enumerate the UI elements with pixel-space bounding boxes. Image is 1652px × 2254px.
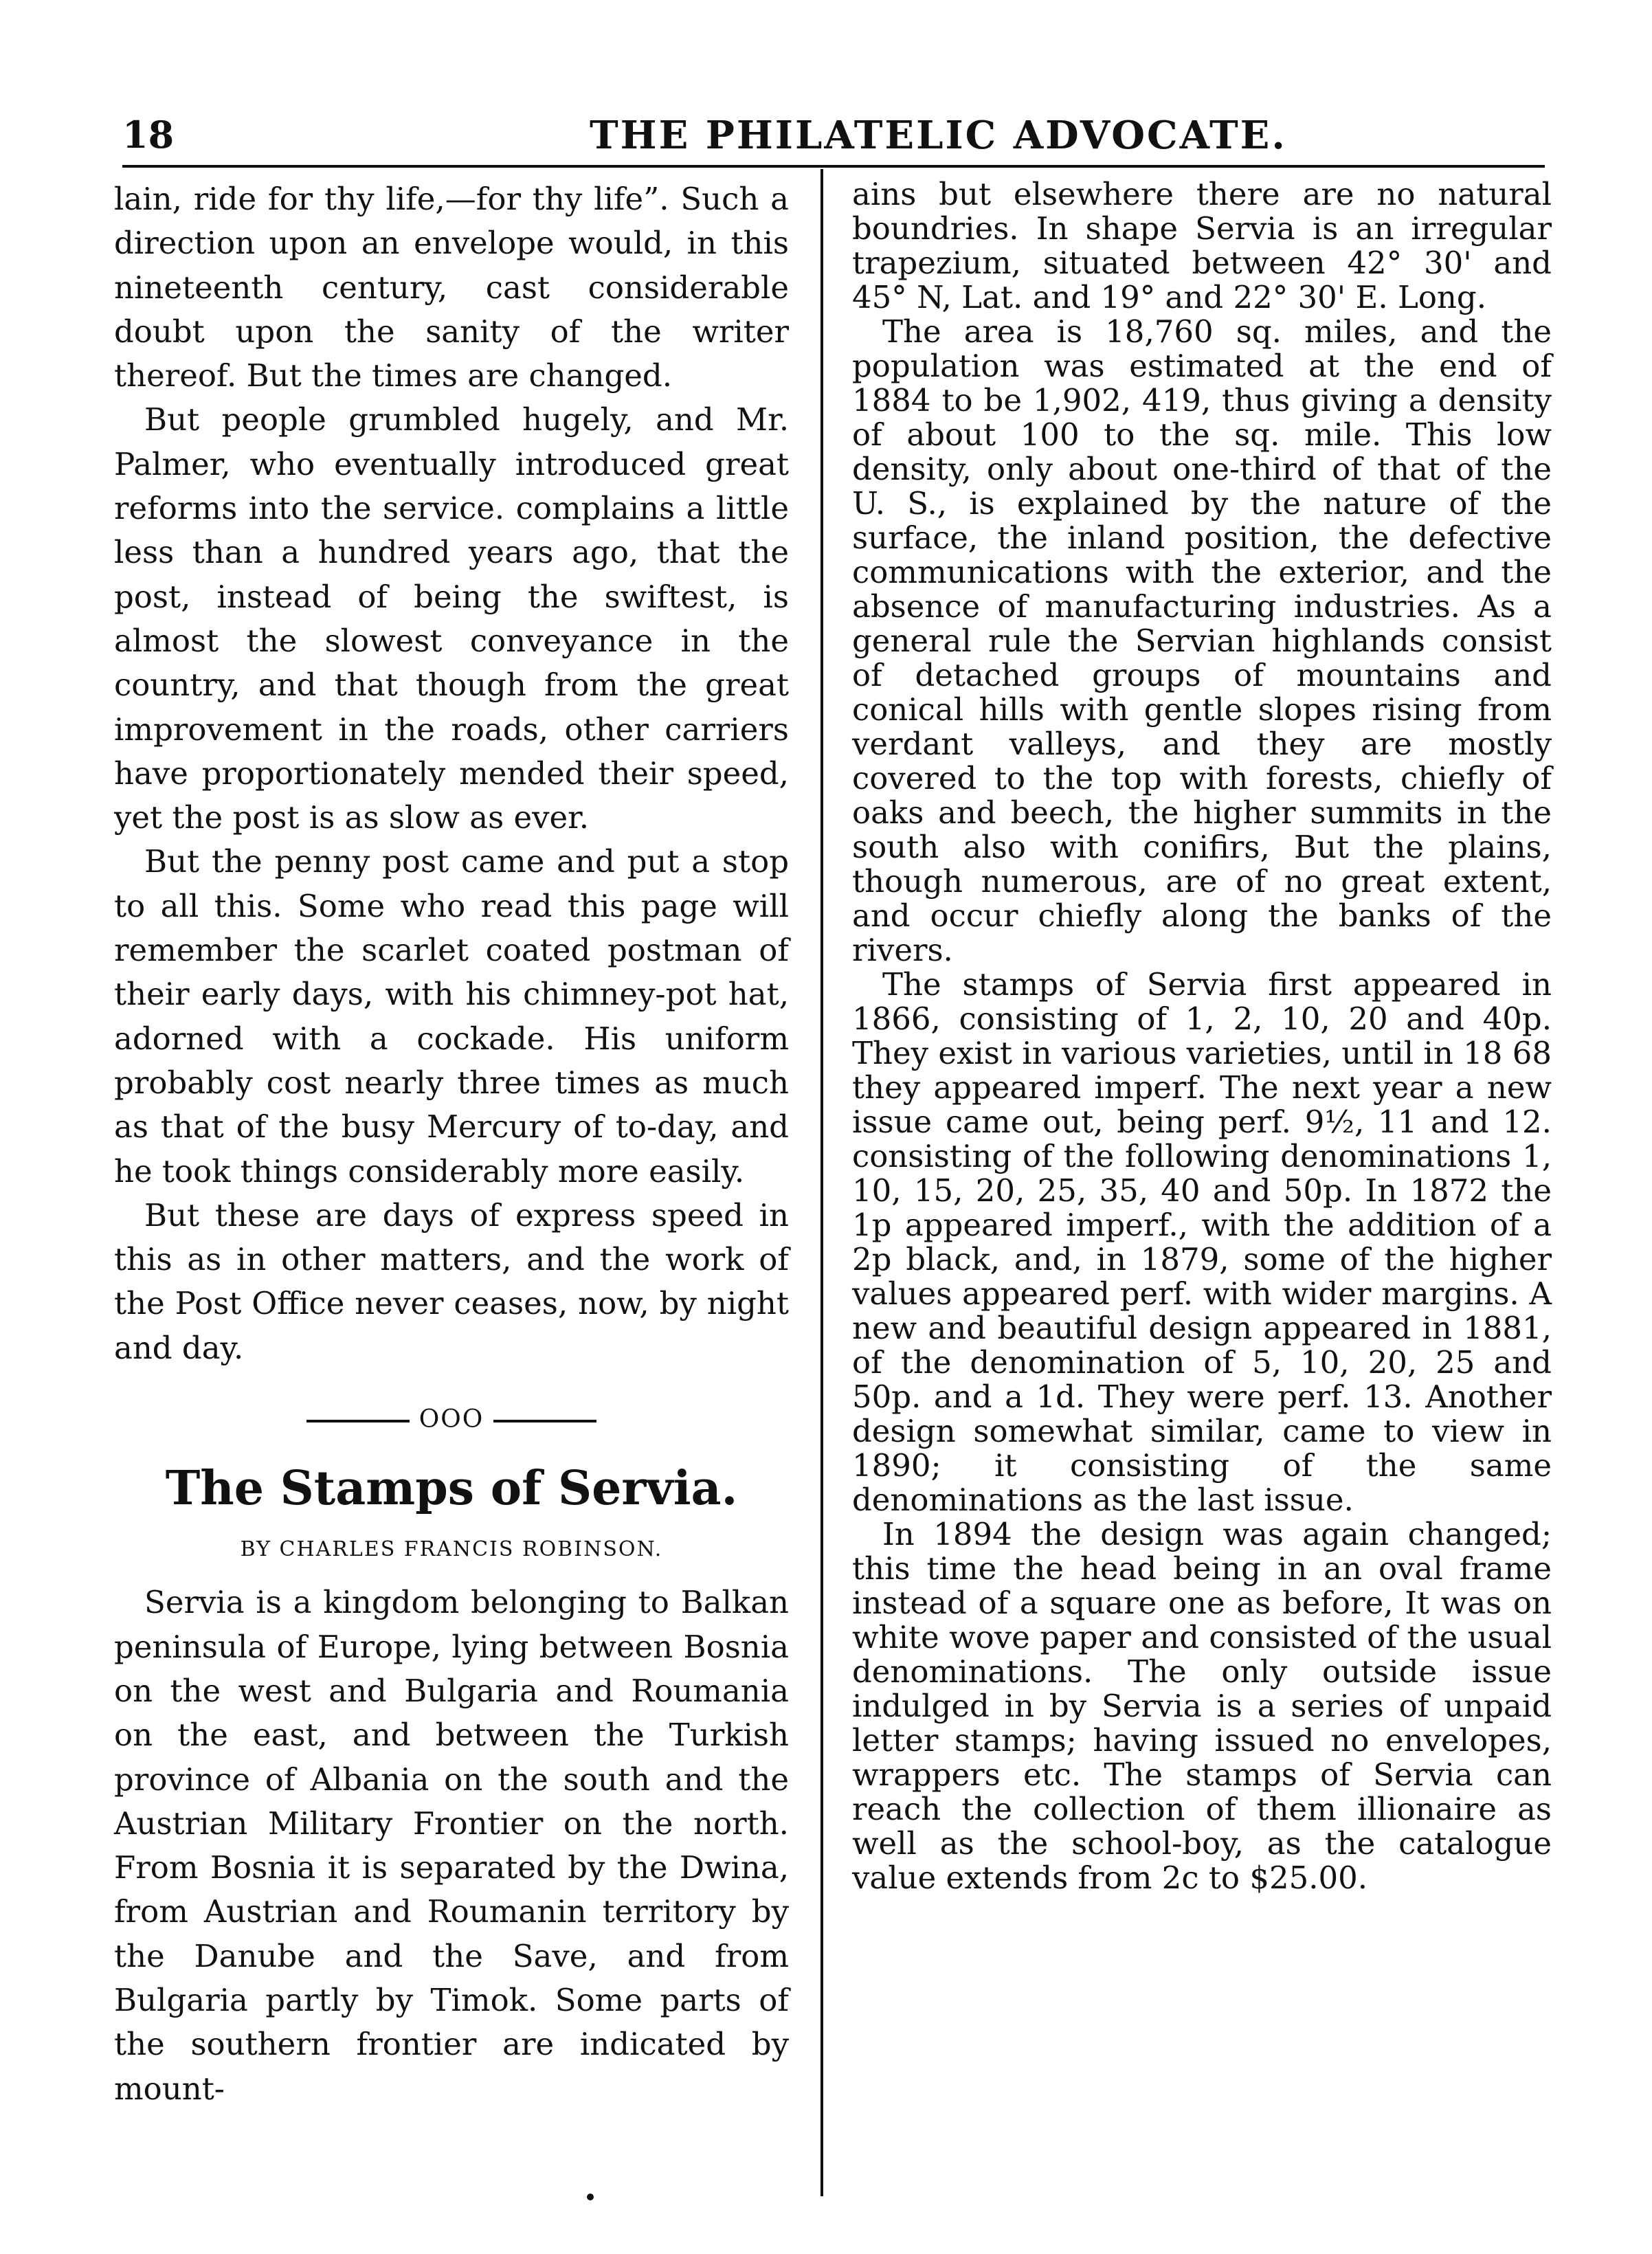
paragraph: ains but elsewhere there are no natural boundries. In shape Servia is an irregular trapezium, situated between 42° 30' and 45° N, Lat. and 19° and 22° 30' E. Long.: [852, 176, 1552, 315]
page-number: 18: [122, 113, 175, 157]
left-column: [114, 177, 789, 2111]
paragraph: But the penny post came and put a stop to all this. Some who read this page will remember the scarlet coated postman of their early days, with his chimney-pot hat, adorned with a cockade. His uniform probably cost nearly three times as much as that of the busy Mercury of to-day, and he took things considerably more easily.: [114, 843, 789, 1190]
paragraph: But these are days of express speed in this as in other matters, and the work of the Post Office never ceases, now, by night and day.: [114, 1196, 789, 1366]
section-divider: [114, 1398, 789, 1442]
page-dot-mark: [587, 2194, 594, 2200]
paragraph: But people grumbled hugely, and Mr. Palmer, who eventually introduced great reforms into the service. complains a little less than a hundred years ago, that the post, instead of being the swiftest, is almost the slowest conveyance in the country, and that though from the great improvement in the roads, other carriers have proportionately mended their speed, yet the post is as slow as ever.: [114, 401, 789, 836]
paragraph: The area is 18,760 sq. miles, and the population was estimated at the end of 1884 to be 1,902, 419, thus giving a density of about 100 to the sq. mile. This low density, only about one-third of that of the U. S., is explained by the nature of the surface, the inland position, the defective communications with the exterior, and the absence of manufacturing industries. As a general rule the Servian highlands consist of detached groups of mountains and conical hills with gentle slopes rising from verdant valleys, and they are mostly covered to the top with forests, chiefly of oaks and beech, the higher summits in the south also with conifirs, But the plains, though numerous, are of no great extent, and occur chiefly along the banks of the rivers.: [852, 313, 1552, 968]
divider-line-left: [306, 1420, 410, 1422]
paragraph: lain, ride for thy life,—for thy life”. Such a direction upon an envelope would, in this nineteenth century, cast considerable doubt upon the sanity of the writer thereof. But the times are changed.: [114, 181, 789, 394]
article-byline: BY CHARLES FRANCIS ROBINSON.: [240, 1537, 663, 1562]
column-divider: [821, 169, 823, 2196]
divider-ornament: OOO: [418, 1405, 484, 1434]
article-title: The Stamps of Servia.: [165, 1461, 738, 1517]
publication-title: THE PHILATELIC ADVOCATE.: [590, 113, 1287, 158]
paragraph: In 1894 the design was again changed; this time the head being in an oval frame instead of a square one as before, It was on white wove paper and consisted of the usual denominations. The only outside issue indulged in by Servia is a series of unpaid letter stamps; having issued no envelopes, wrappers etc. The stamps of Servia can reach the collection of them illionaire as well as the school-boy, as the catalogue value extends from 2c to $25.00.: [852, 1516, 1552, 1896]
paragraph: The stamps of Servia first appeared in 1866, consisting of 1, 2, 10, 20 and 40p. They exist in various varieties, until in 18 68 they appeared imperf. The next year a new issue came out, being perf. 9½, 11 and 12. consisting of the following denominations 1, 10, 15, 20, 25, 35, 40 and 50p. In 1872 the 1p appeared imperf., with the addition of a 2p black, and, in 1879, some of the higher values appeared perf. with wider margins. A new and beautiful design appeared in 1881, of the denomination of 5, 10, 20, 25 and 50p. and a 1d. They were perf. 13. Another design somewhat similar, came to view in 1890; it consisting of the same denominations as the last issue.: [852, 966, 1552, 1518]
divider-line-right: [493, 1420, 596, 1422]
page-header: [122, 103, 1545, 168]
right-column: [852, 177, 1552, 1895]
article-paragraph: Servia is a kingdom belonging to Balkan peninsula of Europe, lying between Bosnia on the west and Bulgaria and Roumania on the east, and between the Turkish province of Albania on the south and the Austrian Military Frontier on the north. From Bosnia it is separated by the Dwina, from Austrian and Roumanin territory by the Danube and the Save, and from Bulgaria partly by Timok. Some parts of the southern frontier are indicated by mount-: [114, 1584, 789, 2107]
